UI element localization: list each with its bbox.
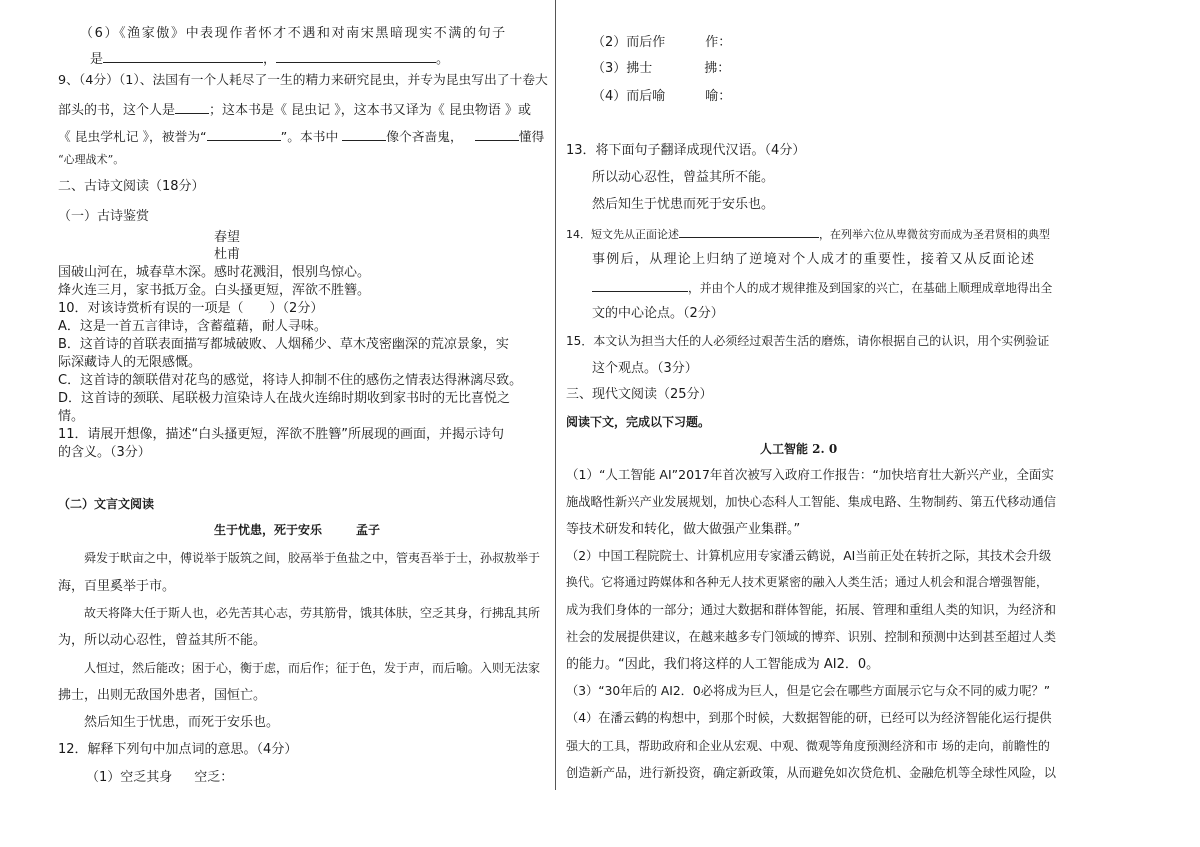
q9-line1: 9、（4分）（1）、法国有一个人耗尽了一生的精力来研究昆虫，并专为昆虫写出了十卷大 bbox=[58, 73, 548, 88]
q14-blank-1[interactable] bbox=[679, 226, 819, 238]
q12-item-3 bbox=[592, 62, 730, 75]
q9-blank-miser[interactable] bbox=[342, 129, 386, 141]
q9-l3-a: 《 昆虫学札记 》，被誉为“ bbox=[58, 130, 207, 145]
article-p3: （3）“30年后的 AI2．0必将成为巨人，但是它会在哪些方面展示它与众不同的威力呢？” bbox=[566, 684, 1051, 698]
q6-blank-2[interactable] bbox=[276, 51, 436, 63]
q9-line3 bbox=[58, 129, 544, 145]
q9-blank-tactics[interactable] bbox=[475, 129, 519, 141]
classical-p4: 然后知生于忧患，而死于安乐也。 bbox=[84, 715, 280, 730]
q12-item-4-phrase: （4）而后喻 bbox=[592, 89, 666, 104]
q12-item-3-word: 拂： bbox=[704, 61, 731, 76]
column-divider bbox=[555, 0, 556, 790]
q6-line2 bbox=[90, 51, 449, 66]
q9-l2-a: 部头的书，这个人是 bbox=[58, 103, 176, 118]
q13-sentence-1: 所以动心忍性，曾益其所不能。 bbox=[592, 170, 775, 185]
q14-blank-2[interactable] bbox=[592, 280, 688, 292]
q12-item-2-word: 作： bbox=[705, 35, 732, 50]
q15-line1: 15．本文认为担当大任的人必须经过艰苦生活的磨炼，请你根据自己的认识，用个实例验证 bbox=[566, 334, 1050, 348]
q14-line4: 文的中心论点。（2分） bbox=[592, 306, 724, 321]
section-2-heading: 二、古诗文阅读（18分） bbox=[58, 179, 205, 194]
subsection-classical: （二）文言文阅读 bbox=[58, 497, 155, 511]
q9-l3-d: 懂得 bbox=[518, 130, 545, 145]
q12-item-3-phrase: （3）拂士 bbox=[592, 61, 653, 76]
q12-item-1-word: 空乏： bbox=[194, 770, 234, 785]
classical-p2-line1: 故天将降大任于斯人也，必先苦其心志，劳其筋骨，饿其体肤，空乏其身，行拂乱其所 bbox=[84, 606, 541, 620]
q9-blank-author[interactable] bbox=[175, 102, 209, 114]
q14-l1-b: ，在列举六位从卑微贫穷而成为圣君贤相的典型 bbox=[819, 228, 1050, 241]
poem-line-1: 国破山河在，城春草木深。感时花溅泪，恨别鸟惊心。 bbox=[58, 265, 371, 280]
section-3-heading: 三、现代文阅读（25分） bbox=[566, 387, 713, 402]
article-p4-line3: 创造新产品，进行新投资，确定新政策，从而避免如次贷危机、金融危机等全球性风险，以 bbox=[566, 766, 1056, 780]
poem-title: 春望 bbox=[214, 230, 241, 245]
q10-option-d-1: D．这首诗的颈联、尾联极力渲染诗人在战火连绵时期收到家书时的无比喜悦之 bbox=[58, 391, 511, 406]
q9-l3-c: 像个吝啬鬼， bbox=[386, 130, 463, 145]
classical-p1-line2: 海，百里奚举于市。 bbox=[58, 579, 176, 594]
article-p4-line2: 强大的工具，帮助政府和企业从宏观、中观、微观等角度预测经济和市 场的走向，前瞻性的 bbox=[566, 739, 1050, 753]
classical-title-text: 生于忧患，死于安乐 bbox=[214, 523, 323, 537]
q12-item-2-phrase: （2）而后作 bbox=[592, 35, 666, 50]
subsection-poetry: （一）古诗鉴赏 bbox=[58, 209, 150, 224]
q14-l1-a: 14．短文先从正面论述 bbox=[566, 228, 679, 241]
article-p1-line1: （1）“人工智能 AI”2017年首次被写入政府工作报告：“加快培育壮大新兴产业，全面实 bbox=[566, 467, 1054, 482]
classical-author: 孟子 bbox=[356, 523, 381, 537]
article-p2-line5: 的能力。“因此，我们将这样的人工智能成为 AI2．0。 bbox=[566, 657, 880, 672]
classical-p3-line2: 拂士，出则无敌国外患者，国恒亡。 bbox=[58, 688, 267, 703]
q14-line2: 事例后，从理论上归纳了逆境对个人成才的重要性，接着又从反面论述 bbox=[592, 252, 1036, 267]
article-p1-line3: 等技术研发和转化，做大做强产业集群。” bbox=[566, 522, 801, 537]
reading-instruction: 阅读下文，完成以下习题。 bbox=[566, 415, 711, 429]
q10-stem: 10．对该诗赏析有误的一项是（ ）（2分） bbox=[58, 301, 324, 316]
q9-l3-b: ”。本书中 bbox=[280, 130, 339, 145]
q9-l2-b: ；这本书是《 昆虫记 》，这本书又译为《 昆虫物语 》或 bbox=[209, 103, 532, 118]
q12-stem: 12．解释下列句中加点词的意思。（4分） bbox=[58, 742, 298, 757]
q14-l3-text: ，并由个人的成才规律推及到国家的兴亡，在基础上顺理成章地得出全 bbox=[688, 281, 1053, 295]
q12-item-1-phrase: （1）空乏其身 bbox=[86, 770, 173, 785]
poem-author: 杜甫 bbox=[214, 247, 241, 262]
q12-item-2 bbox=[592, 36, 731, 49]
q10-option-a: A．这是一首五言律诗，含蓄蕴藉，耐人寻味。 bbox=[58, 319, 327, 334]
q10-option-b-1: B．这首诗的首联表面描写都城破败、人烟稀少、草木茂密幽深的荒凉景象，实 bbox=[58, 337, 509, 352]
q11-line1: 11．请展开想像，描述“白头搔更短，浑欲不胜簪”所展现的画面，并揭示诗句 bbox=[58, 427, 505, 442]
q12-item-1 bbox=[86, 771, 233, 784]
q6-period: 。 bbox=[436, 52, 450, 67]
q10-option-c: C．这首诗的颔联借对花鸟的感觉，将诗人抑制不住的感伤之情表达得淋漓尽致。 bbox=[58, 373, 523, 388]
q10-option-b-2: 际深藏诗人的无限感慨。 bbox=[58, 355, 202, 370]
q12-item-4 bbox=[592, 90, 731, 103]
q14-line1 bbox=[566, 226, 1050, 240]
poem-line-2: 烽火连三月，家书抵万金。白头搔更短，浑欲不胜簪。 bbox=[58, 283, 371, 298]
q6-comma: ， bbox=[263, 52, 277, 67]
classical-p2-line2: 为，所以动心忍性，曾益其所不能。 bbox=[58, 633, 267, 648]
article-p4-line1: （4）在潘云鹤的构想中，到那个时候，大数据智能的研，已经可以为经济智能化运行提供 bbox=[566, 711, 1052, 725]
article-title: 人工智能 2. 0 bbox=[760, 442, 838, 456]
classical-p1-line1: 舜发于畎亩之中，傅说举于版筑之间，胶鬲举于鱼盐之中，管夷吾举于士，孙叔敖举于 bbox=[84, 551, 541, 565]
q9-line2 bbox=[58, 102, 531, 117]
q9-blank-praise[interactable] bbox=[207, 129, 281, 141]
article-p2-line2: 换代。它将通过跨媒体和各种无人技术更紧密的融入人类生活；通过人机会和混合增强智能， bbox=[566, 575, 1048, 589]
article-p1-line2: 施战略性新兴产业发展规划，加快心态科人工智能、集成电路、生物制药、第五代移动通信 bbox=[566, 495, 1056, 509]
article-p2-line3: 成为我们身体的一部分；通过大数据和群体智能，拓展、管理和重组人类的知识，为经济和 bbox=[566, 603, 1056, 617]
article-p2-line1: （2）中国工程院院士、计算机应用专家潘云鹤说，AI当前正处在转折之际，其技术会升级 bbox=[566, 549, 1052, 563]
q6-line1: （6）《渔家傲》中表现作者怀才不遇和对南宋黑暗现实不满的句子 bbox=[80, 26, 507, 41]
q13-sentence-2: 然后知生于忧患而死于安乐也。 bbox=[592, 197, 775, 212]
q12-item-4-word: 喻： bbox=[705, 89, 732, 104]
q15-line2: 这个观点。（3分） bbox=[592, 361, 698, 376]
q9-line4: “心理战术”。 bbox=[58, 153, 125, 166]
classical-p3-line1: 人恒过，然后能改；困于心，衡于虑，而后作；征于色，发于声，而后喻。入则无法家 bbox=[84, 661, 541, 675]
q13-stem: 13．将下面句子翻译成现代汉语。（4分） bbox=[566, 143, 806, 158]
q14-line3 bbox=[592, 280, 1052, 295]
article-p2-line4: 社会的发展提供建议，在越来越多专门领域的博弈、识别、控制和预测中达到甚至超过人类 bbox=[566, 630, 1056, 644]
q11-line2: 的含义。（3分） bbox=[58, 445, 151, 460]
q6-blank-1[interactable] bbox=[103, 51, 263, 63]
q6-prefix: 是 bbox=[90, 52, 104, 67]
q10-option-d-2: 情。 bbox=[58, 409, 85, 424]
classical-title bbox=[214, 524, 380, 536]
